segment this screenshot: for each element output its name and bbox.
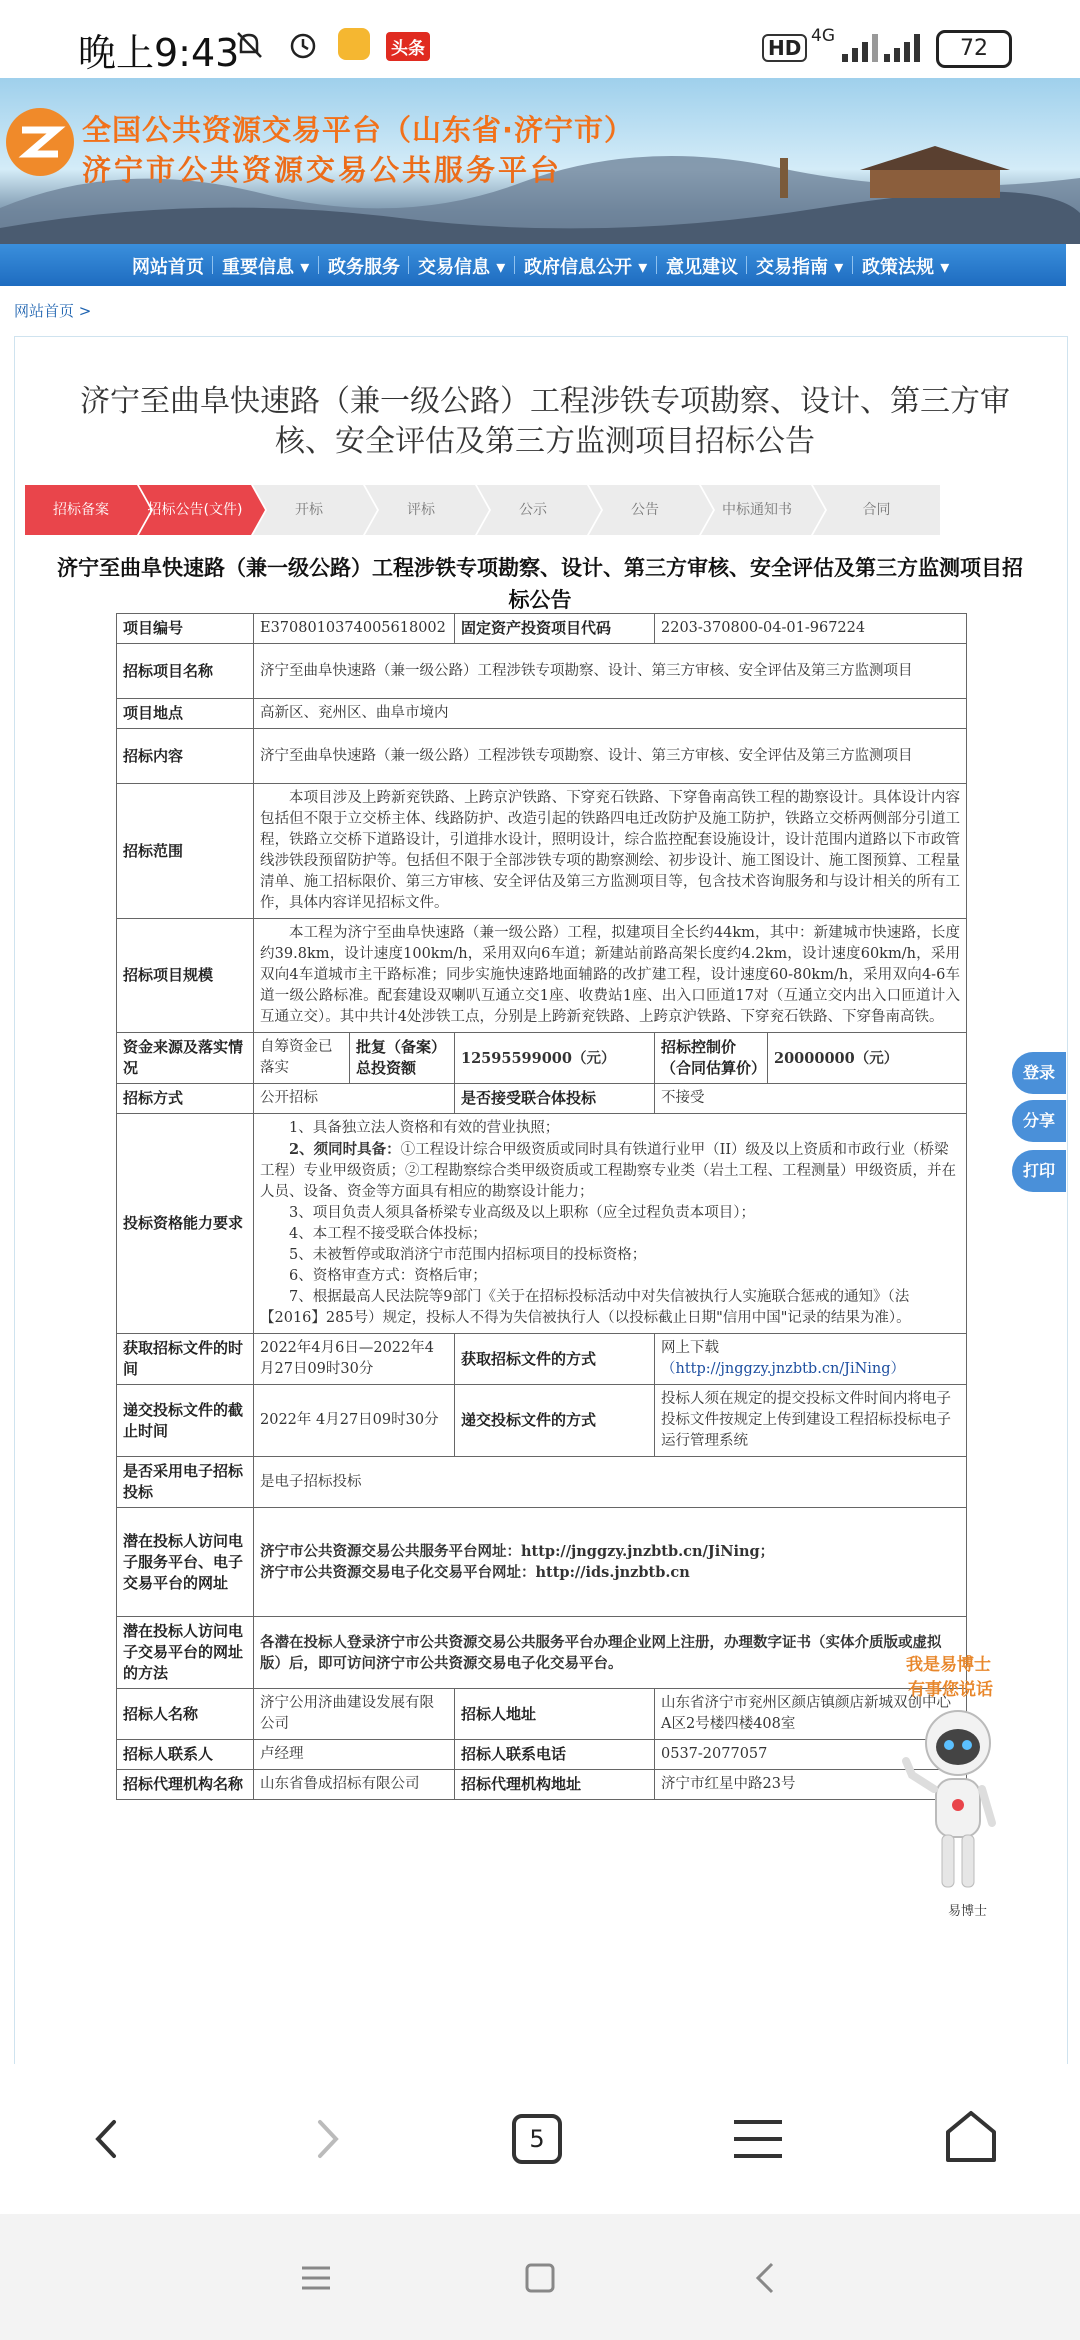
signal-icon	[840, 30, 886, 64]
cell-label: 获取招标文件的方式	[455, 1334, 655, 1385]
table-row	[117, 1689, 967, 1740]
cell-label: 是否接受联合体投标	[455, 1084, 655, 1114]
qual-item: 4、本工程不接受联合体投标；	[289, 1226, 487, 1242]
cell-submit-way: 投标人须在规定的提交投标文件时间内将电子投标文件按规定上传到建设工程招标投标电子运行管理系统	[655, 1385, 967, 1457]
site-banner	[0, 78, 1080, 244]
cell-tenderer: 济宁公用济曲建设发展有限公司	[254, 1689, 455, 1740]
cell-asset-code: 2203-370800-04-01-967224	[655, 614, 967, 644]
cell-get-time: 2022年4月6日—2022年4月27日09时30分	[254, 1334, 455, 1385]
banner-title: 全国公共资源交易平台（山东省·济宁市）	[82, 113, 635, 147]
cell-method: 公开招标	[254, 1084, 455, 1114]
assistant-greeting: 我是易博士	[906, 1655, 991, 1675]
cell-label: 项目编号	[117, 614, 254, 644]
alarm-icon	[286, 28, 320, 62]
table-row	[117, 729, 967, 784]
step-bid-opening[interactable]: 开标	[295, 502, 323, 518]
battery-indicator: 72	[936, 30, 1012, 68]
system-navigation-bar	[0, 2214, 1080, 2340]
nav-gov-services[interactable]: 政务服务	[328, 257, 400, 278]
table-row	[117, 1334, 967, 1385]
qual-item: 6、资格审查方式：资格后审；	[289, 1268, 487, 1284]
cell-label: 招标人联系人	[117, 1740, 254, 1770]
signal-2-icon	[882, 30, 928, 64]
service-platform-url[interactable]: 济宁市公共资源交易公共服务平台网址：http://jnggzy.jnzbtb.cn/JiNing；	[260, 1543, 775, 1560]
step-award-notice[interactable]: 中标通知书	[722, 502, 792, 518]
banner-subtitle: 济宁市公共资源交易公共服务平台	[82, 153, 563, 187]
announcement-title	[20, 552, 1060, 616]
cell-agency-address: 济宁市红星中路23号	[655, 1770, 967, 1800]
nav-separator	[514, 256, 515, 274]
cell-label: 招标控制价（合同估算价）	[655, 1033, 768, 1084]
logo-icon	[6, 108, 74, 176]
download-link[interactable]: （http://jnggzy.jnzbtb.cn/JiNing）	[661, 1361, 906, 1377]
table-row	[117, 1508, 967, 1617]
mute-bell-icon	[232, 28, 266, 62]
nav-important-info[interactable]: 重要信息 ▾	[222, 257, 310, 278]
qual-item: 3、项目负责人须具备桥梁专业高级及以上职称（应全过程负责本项目）；	[289, 1205, 755, 1221]
forward-icon[interactable]	[302, 2114, 352, 2164]
qual-item-body: ①工程设计综合甲级资质或同时具有铁道行业甲（II）级及以上资质和市政行业（桥梁工程）专业甲级资质；②工程勘察综合类甲级资质或工程勘察专业类（岩土工程、工程测量）甲级资质，并在人员、设备、资金等方面具有相应的勘察设计能力；	[260, 1142, 956, 1200]
cell-label: 招标人联系电话	[455, 1740, 655, 1770]
menu-icon[interactable]	[730, 2114, 786, 2164]
table-row	[117, 1033, 967, 1084]
system-back-icon[interactable]	[748, 2260, 784, 2296]
step-registration[interactable]: 招标备案	[53, 502, 109, 518]
cell-invest: 12595599000（元）	[455, 1033, 655, 1084]
cell-label: 批复（备案）总投资额	[350, 1033, 455, 1084]
table-row	[117, 1770, 967, 1800]
page-title-line: 核、安全评估及第三方监测项目招标公告	[275, 424, 815, 459]
robot-assistant-icon[interactable]	[898, 1705, 1008, 1897]
nav-separator	[408, 256, 409, 274]
page-title-line: 济宁至曲阜快速路（兼一级公路）工程涉铁专项勘察、设计、第三方审	[80, 384, 1010, 419]
cell-label: 投标资格能力要求	[117, 1114, 254, 1334]
step-notice[interactable]: 公告	[631, 502, 659, 518]
table-row	[117, 614, 967, 644]
nav-home[interactable]: 网站首页	[132, 257, 204, 278]
notes-app-icon	[338, 28, 370, 60]
get-way-text: 网上下载	[661, 1340, 719, 1356]
cell-deadline: 2022年 4月27日09时30分	[254, 1385, 455, 1457]
table-row	[117, 784, 967, 919]
cell-label: 潜在投标人访问电子交易平台的网址的方法	[117, 1617, 254, 1689]
nav-separator	[212, 256, 213, 274]
cell-electronic: 是电子招标投标	[254, 1457, 967, 1508]
cell-label: 招标人地址	[455, 1689, 655, 1740]
nav-gov-disclosure[interactable]: 政府信息公开 ▾	[524, 257, 648, 278]
cell-visit-urls	[254, 1508, 967, 1617]
news-app-badge: 头条	[386, 32, 430, 61]
cell-label: 招标代理机构名称	[117, 1770, 254, 1800]
cell-tenderer-address: 山东省济宁市兖州区颜店镇颜店新城双创中心A区2号楼四楼408室	[655, 1689, 967, 1740]
cell-consortium: 不接受	[655, 1084, 967, 1114]
print-button[interactable]: 打印	[1012, 1150, 1066, 1192]
nav-separator	[746, 256, 747, 274]
page-title	[40, 382, 1050, 462]
status-time: 晚上9:43	[78, 31, 240, 75]
cell-label: 招标范围	[117, 784, 254, 919]
nav-separator	[852, 256, 853, 274]
tabs-button[interactable]: 5	[512, 2114, 562, 2164]
step-announcement[interactable]: 招标公告(文件)	[147, 502, 243, 518]
site-logo	[6, 108, 74, 176]
cell-contact: 卢经理	[254, 1740, 455, 1770]
table-row	[117, 1457, 967, 1508]
nav-separator	[318, 256, 319, 274]
cell-control-price: 20000000（元）	[768, 1033, 967, 1084]
table-row	[117, 1617, 967, 1689]
cell-qualifications	[254, 1114, 967, 1334]
table-row	[117, 644, 967, 699]
nav-policy[interactable]: 政策法规 ▾	[862, 257, 950, 278]
cell-fund: 自筹资金已落实	[254, 1033, 350, 1084]
cell-label: 是否采用电子招标投标	[117, 1457, 254, 1508]
cell-label: 招标代理机构地址	[455, 1770, 655, 1800]
table-row	[117, 919, 967, 1033]
table-row	[117, 699, 967, 729]
cell-agency: 山东省鲁成招标有限公司	[254, 1770, 455, 1800]
cell-location: 高新区、兖州区、曲阜市境内	[254, 699, 967, 729]
cell-project-name: 济宁至曲阜快速路（兼一级公路）工程涉铁专项勘察、设计、第三方审核、安全评估及第三方监测项目	[254, 644, 967, 699]
nav-separator	[656, 256, 657, 274]
cell-label: 招标项目规模	[117, 919, 254, 1033]
cell-label: 资金来源及落实情况	[117, 1033, 254, 1084]
table-row	[117, 1084, 967, 1114]
login-button[interactable]: 登录	[1012, 1052, 1066, 1094]
assistant-greeting: 有事您说话	[908, 1680, 993, 1700]
breadcrumb[interactable]: 网站首页 >	[14, 302, 92, 320]
nav-trade-info[interactable]: 交易信息 ▾	[418, 257, 506, 278]
step-evaluation[interactable]: 评标	[407, 502, 435, 518]
table-row	[117, 1740, 967, 1770]
qual-item: 7、根据最高人民法院等9部门《关于在招标投标活动中对失信被执行人实施联合惩戒的通知》（法【2016】285号）规定，投标人不得为失信被执行人（以投标截止日期"信用中国"记录的结果为准）。	[260, 1289, 911, 1326]
cell-label: 招标项目名称	[117, 644, 254, 699]
qual-item: 1、具备独立法人资格和有效的营业执照；	[289, 1120, 560, 1136]
announcement-title-line: 济宁至曲阜快速路（兼一级公路）工程涉铁专项勘察、设计、第三方审核、安全评估及第三方监测项目招	[57, 556, 1023, 580]
back-icon[interactable]	[82, 2114, 132, 2164]
cell-label: 递交投标文件的截止时间	[117, 1385, 254, 1457]
tender-info-table	[116, 613, 967, 1800]
cell-label: 项目地点	[117, 699, 254, 729]
trade-platform-url[interactable]: 济宁市公共资源交易电子化交易平台网址：http://ids.jnzbtb.cn	[260, 1564, 690, 1581]
main-nav	[0, 244, 1066, 286]
cell-label: 招标方式	[117, 1084, 254, 1114]
cell-label: 固定资产投资项目代码	[455, 614, 655, 644]
browser-toolbar	[0, 2064, 1080, 2214]
cell-scale: 本工程为济宁至曲阜快速路（兼一级公路）工程，拟建项目全长约44km，其中：新建城市快速路，长度约39.8km，设计速度100km/h，采用双向6车道；新建站前路高架长度约4.2km，设计速度60km/h，采用双向4车道城市主干路标准；同步实施快速路地面辅路的改扩建工程，设计速度60-80km/h，采用双向4-6车道一级公路标准。配套建设双喇叭互通立交1座、收费站1座、出入口匝道17对（互通立交内出入口匝道计入互通立交）。其中共计4处涉铁工点，分别是上跨新兖铁路、上跨京沪铁路、下穿兖石铁路、下穿鲁南高铁。	[254, 919, 967, 1033]
cell-label: 招标内容	[117, 729, 254, 784]
nav-feedback[interactable]: 意见建议	[666, 257, 738, 278]
table-row	[117, 1114, 967, 1334]
cell-scope: 本项目涉及上跨新兖铁路、上跨京沪铁路、下穿兖石铁路、下穿鲁南高铁工程的勘察设计。具体设计内容包括但不限于立交桥主体、线路防护、改造引起的铁路四电迁改防护及施工防护，铁路立交桥两侧部分引道工程，铁路立交桥下道路设计，引道排水设计，照明设计，综合监控配套设施设计，设计范围内道路以下市政管线涉铁段预留防护等。包括但不限于全部涉铁专项的勘察测绘、初步设计、施工图设计、施工图预算、工程量清单、施工招标限价、第三方审核、安全评估及第三方监测项目等，包含技术咨询服务和与设计相关的所有工作，具体内容详见招标文件。	[254, 784, 967, 919]
system-home-icon[interactable]	[522, 2260, 558, 2296]
hd-badge: HD	[762, 34, 807, 62]
qual-item: 5、未被暂停或取消济宁市范围内招标项目的投标资格；	[289, 1247, 647, 1263]
cell-label: 获取招标文件的时间	[117, 1334, 254, 1385]
cell-label: 潜在投标人访问电子服务平台、电子交易平台的网址	[117, 1508, 254, 1617]
assistant-name: 易博士	[948, 1904, 988, 1919]
table-row	[117, 1385, 967, 1457]
home-icon[interactable]	[942, 2108, 1000, 2166]
cell-get-way	[655, 1334, 967, 1385]
cell-access-method: 各潜在投标人登录济宁市公共资源交易公共服务平台办理企业网上注册，办理数字证书（实体介质版或虚拟版）后，即可访问济宁市公共资源交易电子化交易平台。	[254, 1617, 967, 1689]
cell-content: 济宁至曲阜快速路（兼一级公路）工程涉铁专项勘察、设计、第三方审核、安全评估及第三方监测项目	[254, 729, 967, 784]
qual-item	[260, 1139, 960, 1203]
cell-project-no: E3708010374005618002	[254, 614, 455, 644]
cell-phone: 0537-2077057	[655, 1740, 967, 1770]
announcement-title-line: 标公告	[508, 588, 572, 612]
step-publicity[interactable]: 公示	[519, 502, 547, 518]
step-contract[interactable]: 合同	[862, 502, 891, 518]
network-type: 4G	[811, 26, 835, 46]
status-bar	[0, 0, 1080, 78]
nav-trade-guide[interactable]: 交易指南 ▾	[756, 257, 844, 278]
qual-item-lead: 2、须同时具备：	[289, 1141, 401, 1158]
cell-label: 招标人名称	[117, 1689, 254, 1740]
cell-label: 递交投标文件的方式	[455, 1385, 655, 1457]
share-button[interactable]: 分享	[1012, 1100, 1066, 1142]
recents-icon[interactable]	[298, 2260, 334, 2296]
